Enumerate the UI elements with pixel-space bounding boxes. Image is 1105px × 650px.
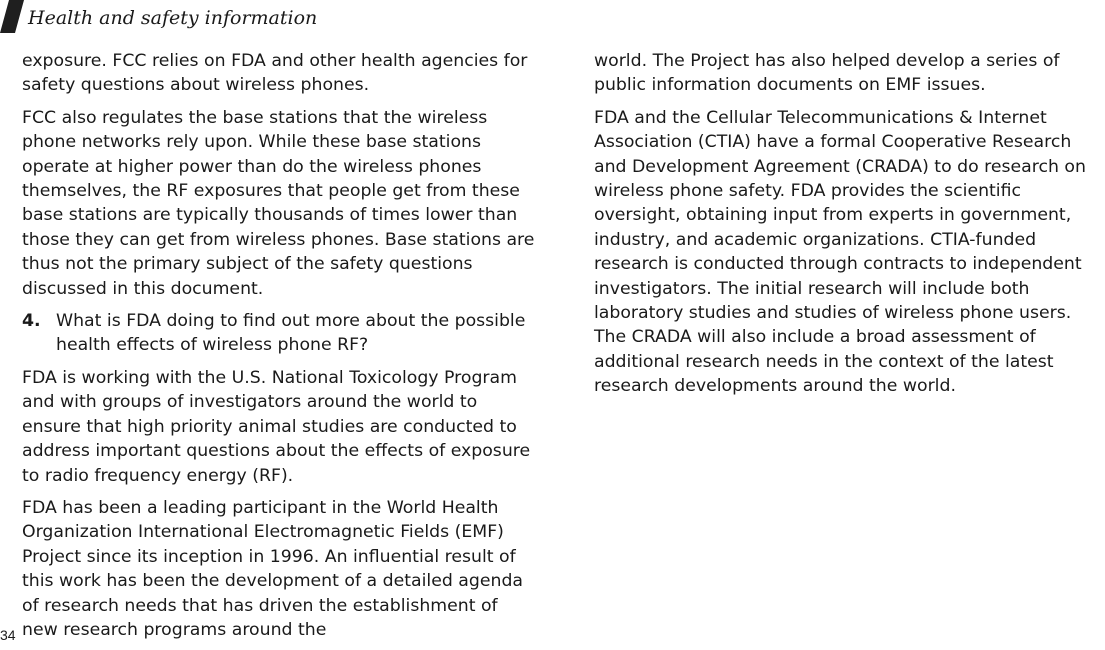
- question-item: [22, 309, 537, 358]
- section-header-title: Health and safety information: [28, 7, 318, 29]
- paragraph-base-stations: FCC also regulates the base stations that the wireless phone networks rely upon. While these base stations operate at higher power than do the wireless phones themselves, the RF exposures that people get from these base stations are typically thousands of times lower than those they can get from wireless phones. Base stations are thus not the primary subject of the safety questions discussed in this document.: [22, 107, 535, 299]
- paragraph-fcc-relies: exposure. FCC relies on FDA and other health agencies for safety questions about wireless phones.: [22, 51, 528, 96]
- paragraph-emf-documents: world. The Project has also helped develop a series of public information documents on EMF issues.: [594, 51, 1060, 96]
- page-number: 34: [0, 627, 16, 643]
- question-text: What is FDA doing to find out more about the possible health effects of wireless phone RF?: [56, 311, 526, 356]
- paragraph-who-emf-project: FDA has been a leading participant in the World Health Organization International Electromagnetic Fields (EMF) Project since its inception in 1996. An influential result of this work has been the development of a detailed agenda of research needs that has driven the establishment of new research programs around the: [22, 497, 524, 640]
- paragraph-toxicology-program: FDA is working with the U.S. National Toxicology Program and with groups of investigators around the world to ensure that high priority animal studies are conducted to address important questions about the effects of exposure to radio frequency energy (RF).: [22, 367, 531, 486]
- right-column: [594, 49, 1105, 407]
- paragraph-ctia-crada: FDA and the Cellular Telecommunications & Internet Association (CTIA) have a formal Cooperative Research and Development Agreement (CRADA) to do research on wireless phone safety. FDA provides the scientific oversight, obtaining input from experts in government, industry, and academic organizations. CTIA-funded research is conducted through contracts to independent investigators. The initial research will include both laboratory studies and studies of wireless phone users. The CRADA will also include a broad assessment of additional research needs in the context of the latest research developments around the world.: [594, 107, 1086, 397]
- question-number: 4.: [22, 311, 41, 332]
- header-tab-marker: [0, 0, 24, 33]
- left-column: [22, 49, 537, 650]
